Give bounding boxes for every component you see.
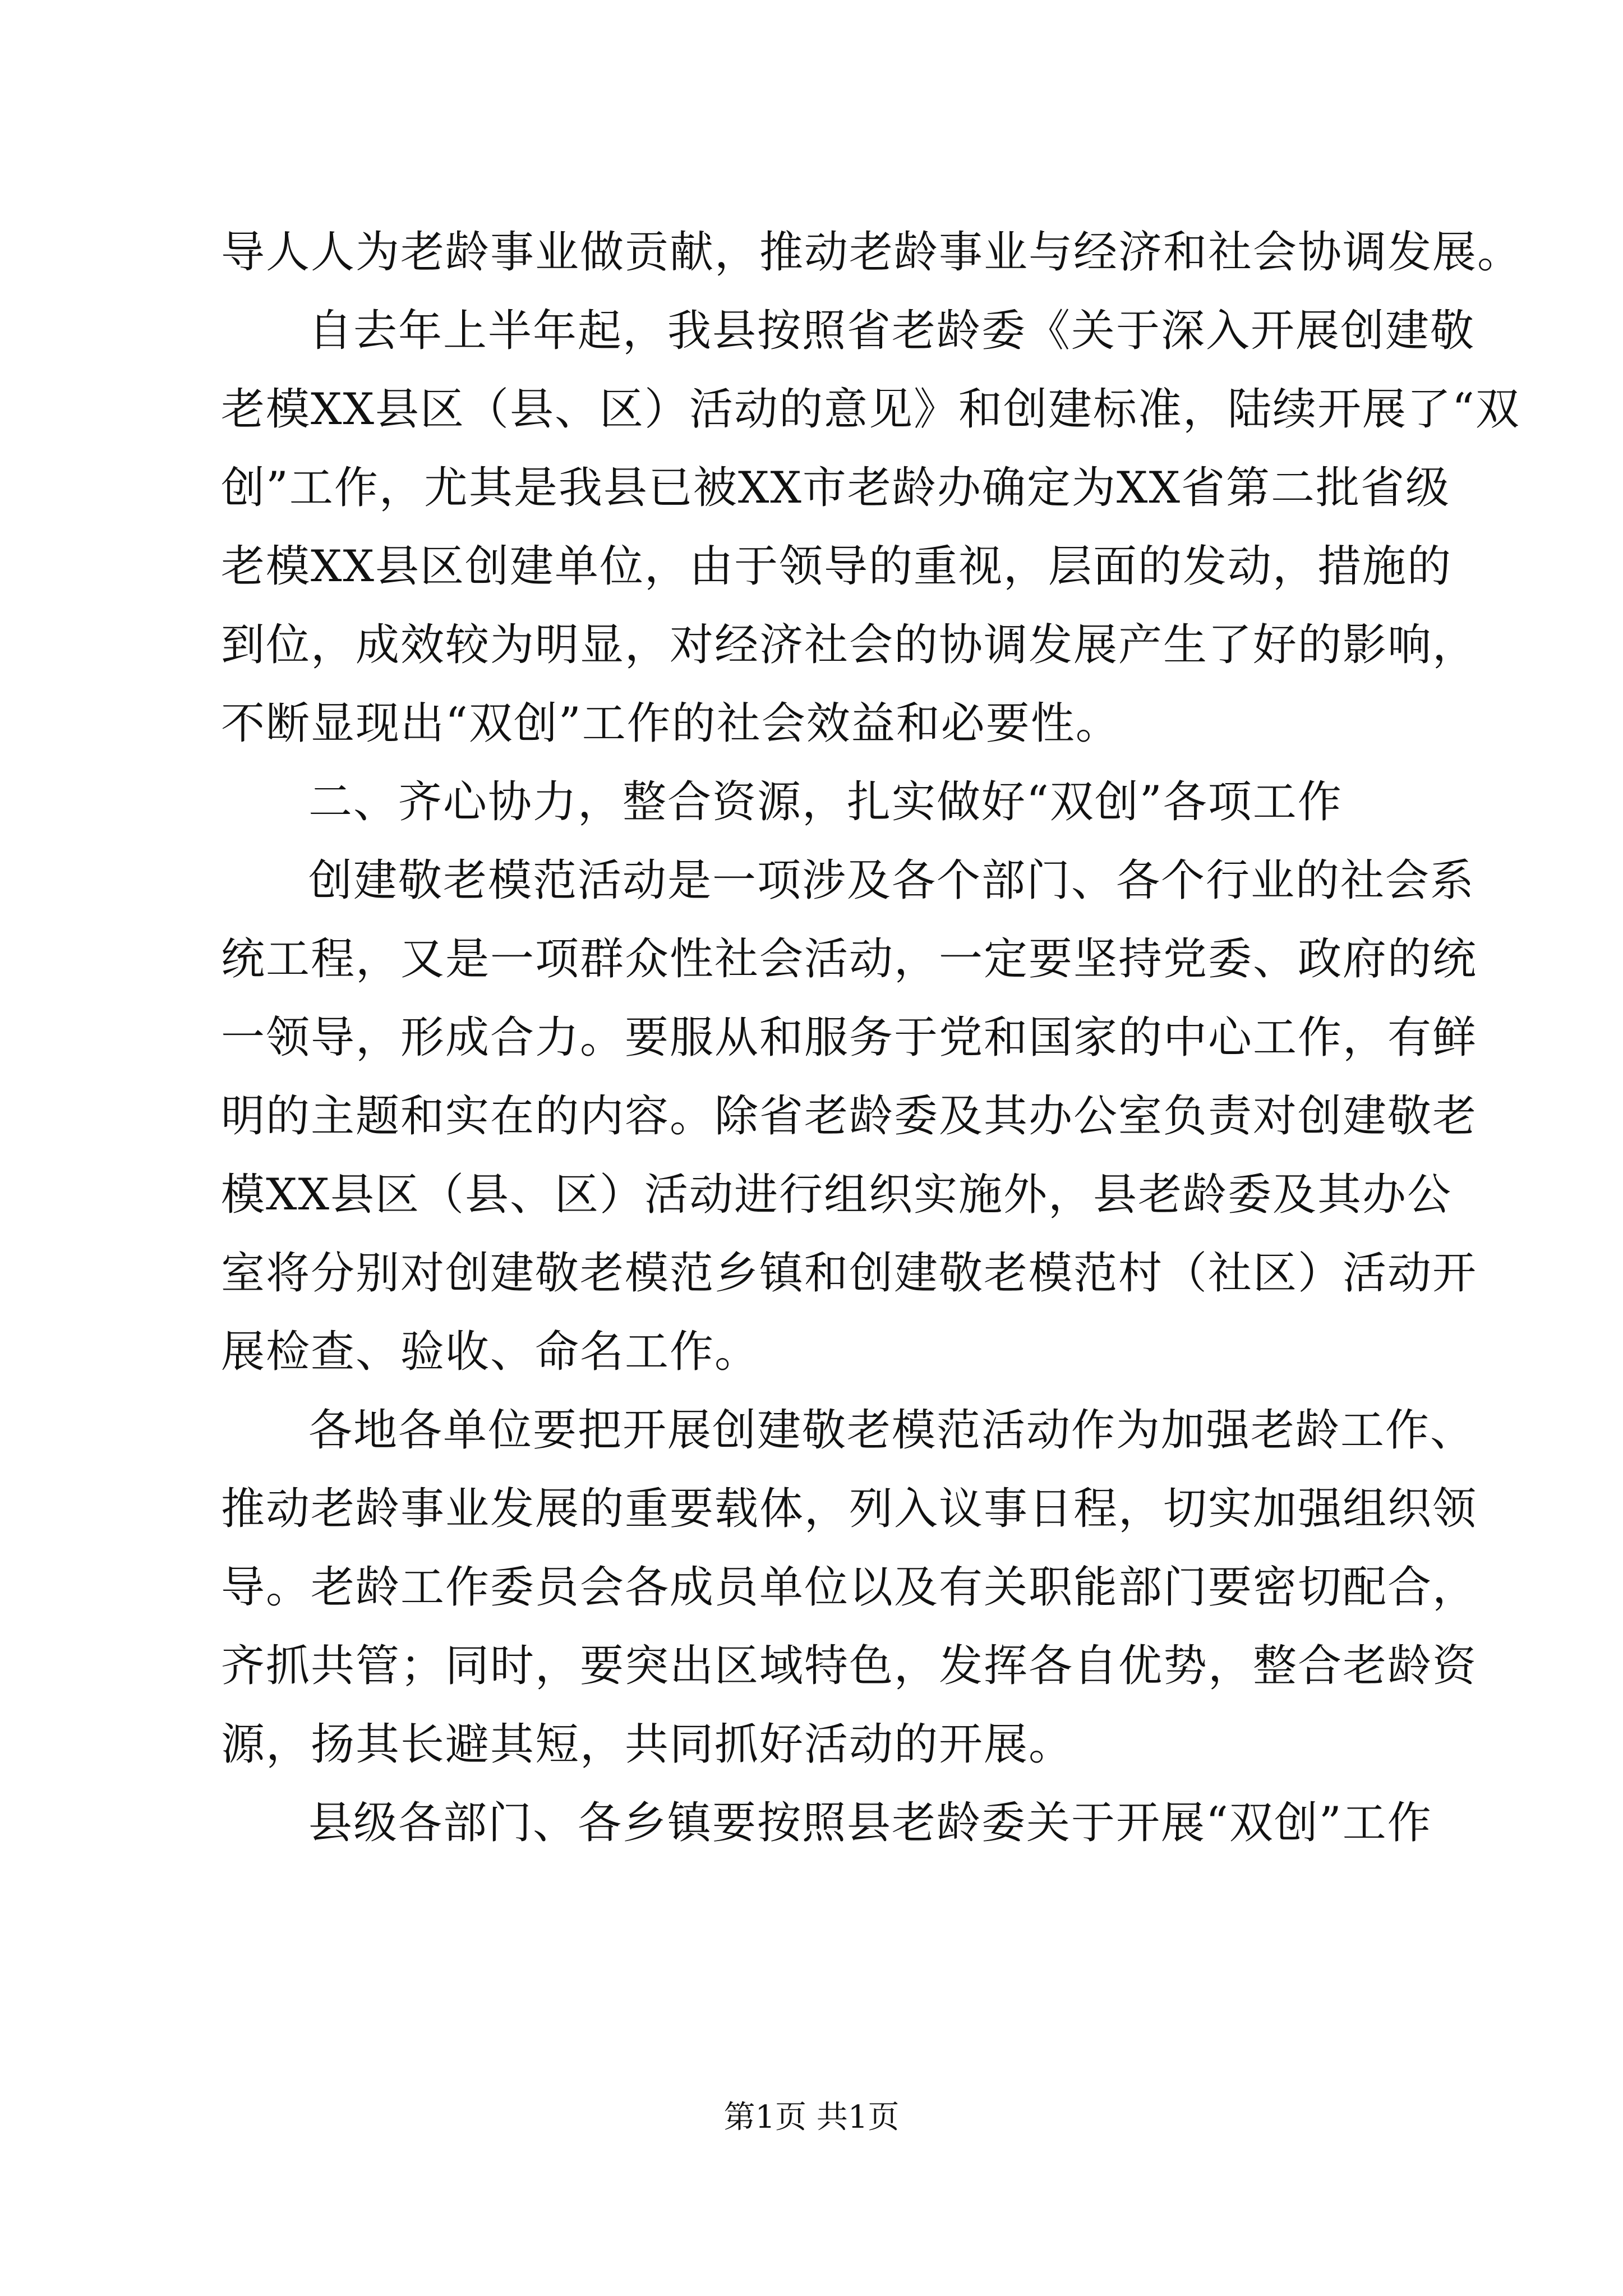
document-body xyxy=(221,213,1523,1862)
text-line: 一领导，形成合力。要服从和服务于党和国家的中心工作，有鲜 xyxy=(221,1013,1478,1063)
text-line: 模XX县区（县、区）活动进行组织实施外，县老龄委及其办公 xyxy=(221,1170,1453,1220)
text-line: 推动老龄事业发展的重要载体，列入议事日程，切实加强组织领 xyxy=(221,1484,1478,1534)
text-line: 导人人为老龄事业做贡献，推动老龄事业与经济和社会协调发展。 xyxy=(221,227,1523,278)
text-line: 源，扬其长避其短，共同抓好活动的开展。 xyxy=(221,1719,1074,1770)
text-line: 室将分别对创建敬老模范乡镇和创建敬老模范村（社区）活动开 xyxy=(221,1248,1478,1299)
text-line: 统工程，又是一项群众性社会活动，一定要坚持党委、政府的统 xyxy=(221,934,1478,984)
text-line: 明的主题和实在的内容。除省老龄委及其办公室负责对创建敬老 xyxy=(221,1091,1478,1142)
text-line: 各地各单位要把开展创建敬老模范活动作为加强老龄工作、 xyxy=(308,1405,1476,1456)
text-line: 导。老龄工作委员会各成员单位以及有关职能部门要密切配合， xyxy=(221,1562,1478,1613)
text-line: 县级各部门、各乡镇要按照县老龄委关于开展“双创”工作 xyxy=(308,1798,1432,1848)
text-line: 老模XX县区（县、区）活动的意见》和创建标准，陆续开展了“双 xyxy=(221,384,1520,435)
text-line: 自去年上半年起，我县按照省老龄委《关于深入开展创建敬 xyxy=(308,306,1476,356)
page-number: 第1页 共1页 xyxy=(723,2099,900,2136)
text-line: 展检查、验收、命名工作。 xyxy=(221,1327,760,1377)
page-footer xyxy=(0,2095,1623,2140)
text-line: 到位，成效较为明显，对经济社会的协调发展产生了好的影响， xyxy=(221,620,1478,670)
section-heading: 二、齐心协力，整合资源，扎实做好“双创”各项工作 xyxy=(308,777,1343,827)
text-line: 不断显现出“双创”工作的社会效益和必要性。 xyxy=(221,698,1121,749)
text-line: 齐抓共管；同时，要突出区域特色，发挥各自优势，整合老龄资 xyxy=(221,1641,1478,1691)
text-line: 老模XX县区创建单位，由于领导的重视，层面的发动，措施的 xyxy=(221,541,1453,592)
text-line: 创建敬老模范活动是一项涉及各个部门、各个行业的社会系 xyxy=(308,855,1476,906)
text-line: 创”工作，尤其是我县已被XX市老龄办确定为XX省第二批省级 xyxy=(221,463,1450,513)
